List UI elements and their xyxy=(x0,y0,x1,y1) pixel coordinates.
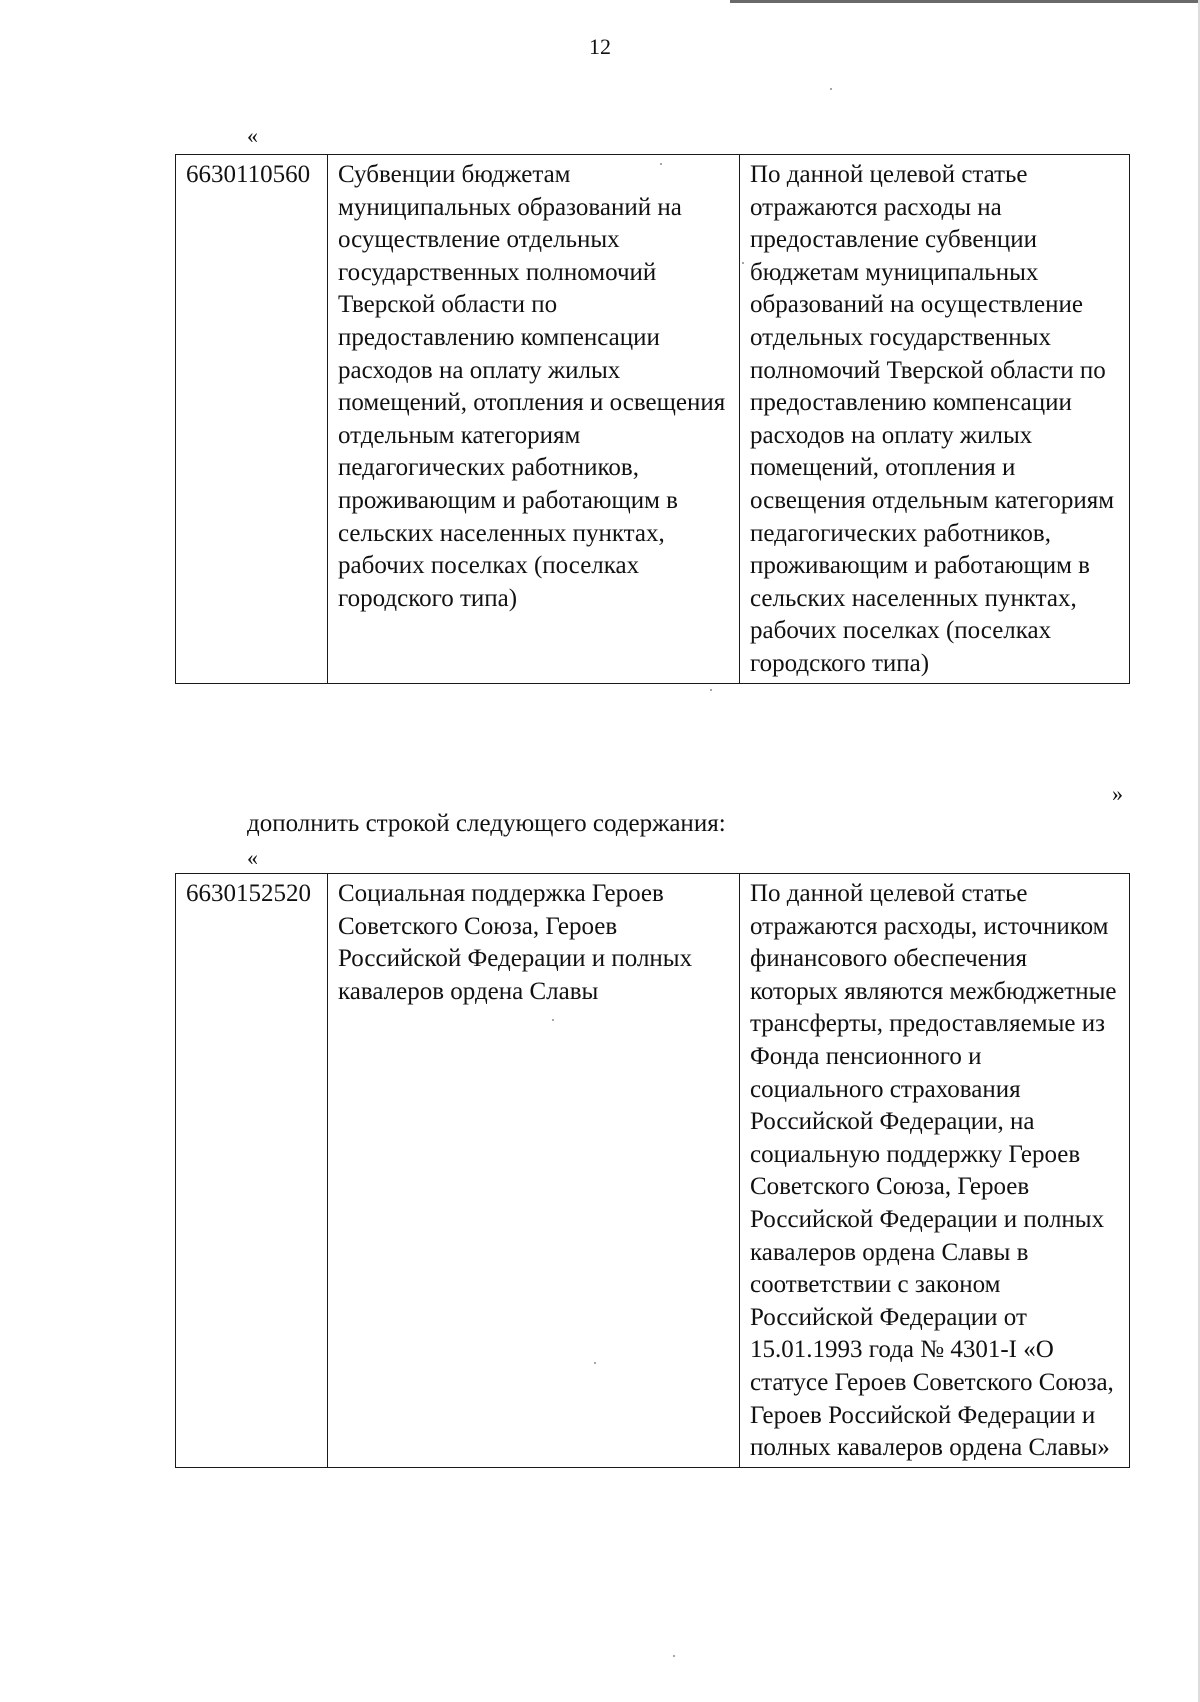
description-cell: По данной целевой статье отражаются расходы на предоставление субвенции бюджетам муниципальных образований на осуществление отдельных государственных полномочий Тверской области по предоставлению компенсации расходов на оплату жилых помещений, отопления и освещения отдельным категориям педагогических работников, проживающим и работающим в сельских населенных пунктах, рабочих поселках (поселках городского типа) xyxy=(740,155,1130,684)
scan-speck xyxy=(594,1362,596,1364)
scan-speck xyxy=(830,88,832,90)
code-cell: 6630152520 xyxy=(176,874,328,1468)
scan-speck xyxy=(710,689,712,691)
page-number: 12 xyxy=(589,34,611,59)
code-cell: 6630110560 xyxy=(176,155,328,684)
opening-quote-1: « xyxy=(247,123,258,148)
description-cell: По данной целевой статье отражаются расходы, источником финансового обеспечения которых являются межбюджетные трансферты, предоставляемые из Фонда пенсионного и социального страхования Российской Федерации, на социальную поддержку Героев Советского Союза, Героев Российской Федерации и полных кавалеров ордена Славы в соответствии с законом Российской Федерации от 15.01.1993 года № 4301-I «О статусе Героев Советского Союза, Героев Российской Федерации и полных кавалеров ордена Славы» xyxy=(740,874,1130,1468)
scan-speck xyxy=(660,163,662,165)
amendment-phrase: дополнить строкой следующего содержания: xyxy=(247,810,726,837)
scan-speck xyxy=(552,1019,554,1021)
name-cell: Социальная поддержка Героев Советского Союза, Героев Российской Федерации и полных кавалеров ордена Славы xyxy=(328,874,740,1468)
name-cell: Субвенции бюджетам муниципальных образований на осуществление отдельных государственных полномочий Тверской области по предоставлению компенсации расходов на оплату жилых помещений, отопления и освещения отдельным категориям педагогических работников, проживающим и работающим в сельских населенных пунктах, рабочих поселках (поселках городского типа) xyxy=(328,155,740,684)
scan-speck xyxy=(742,262,744,264)
scan-edge-top xyxy=(730,0,1200,3)
budget-table-2 xyxy=(175,873,1130,1468)
table-row xyxy=(176,874,1130,1468)
table-row xyxy=(176,155,1130,684)
closing-quote-1: » xyxy=(1112,781,1123,806)
opening-quote-2: « xyxy=(247,845,258,870)
budget-table-1 xyxy=(175,154,1130,684)
scan-speck xyxy=(673,1655,675,1657)
